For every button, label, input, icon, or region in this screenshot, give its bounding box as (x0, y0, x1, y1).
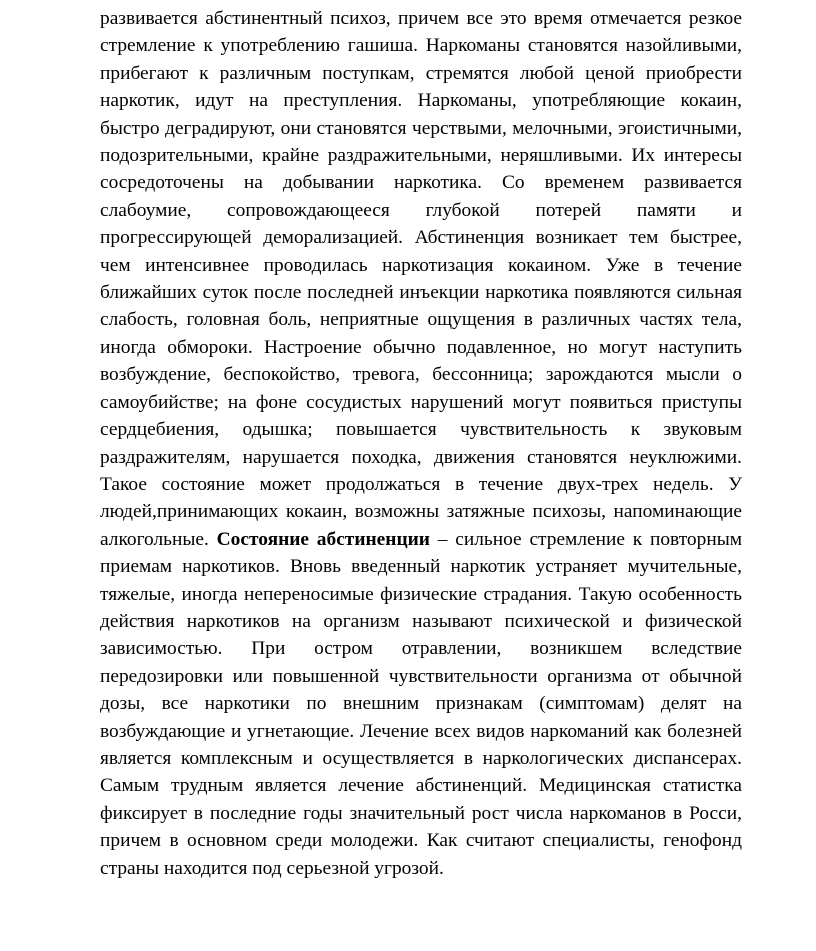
body-paragraph (100, 5, 742, 882)
document-page (100, 5, 742, 882)
bold-term: Состояние абстиненции (216, 528, 430, 550)
paragraph-text-start: развивается абстинентный психоз, причем все это время отмечается резкое стремление к употреблению гашиша. Наркоманы становятся назойливыми, прибегают к различным поступкам, стремятся любой ценой приобрести наркотик, идут на преступления. Наркоманы, употребляющие кокаин, быстро деградируют, они становятся черствыми, мелочными, эгоистичными, подозрительными, крайне раздражительными, неряшливыми. Их интересы сосредоточены на добывании наркотика. Со временем развивается слабоумие, сопровождающееся глубокой потерей памяти и прогрессирующей деморализацией. Абстиненция возникает тем быстрее, чем интенсивнее проводилась наркотизация кокаином. Уже в течение ближайших суток после последней инъекции наркотика появляются сильная слабость, головная боль, неприятные ощущения в различных частях тела, иногда обмороки. Настроение обычно подавленное, но могут наступить возбуждение, беспокойство, тревога, бессонница; зарождаются мысли о самоубийстве; на фоне сосудистых нарушений могут появиться приступы сердцебиения, одышка; повышается чувствительность к звуковым раздражителям, нарушается походка, движения становятся неуклюжими. Такое состояние может продолжаться в течение двух-трех недель. У людей,принимающих кокаин, возможны затяжные психозы, напоминающие алкогольные. (100, 8, 742, 550)
paragraph-text-end: – сильное стремление к повторным приемам наркотиков. Вновь введенный наркотик устраняет мучительные, тяжелые, иногда непереносимые физические страдания. Такую особенность действия наркотиков на организм называют психической и физической зависимостью. При остром отравлении, возникшем вследствие передозировки или повышенной чувствительности организма от обычной дозы, все наркотики по внешним признакам (симптомам) делят на возбуждающие и угнетающие. Лечение всех видов наркоманий как болезней является комплексным и осуществляется в наркологических диспансерах. Самым трудным является лечение абстиненций. Медицинская статистка фиксирует в последние годы значительный рост числа наркоманов в Росси, причем в основном среди молодежи. Как считают специалисты, генофонд страны находится под серьезной угрозой. (100, 528, 742, 879)
